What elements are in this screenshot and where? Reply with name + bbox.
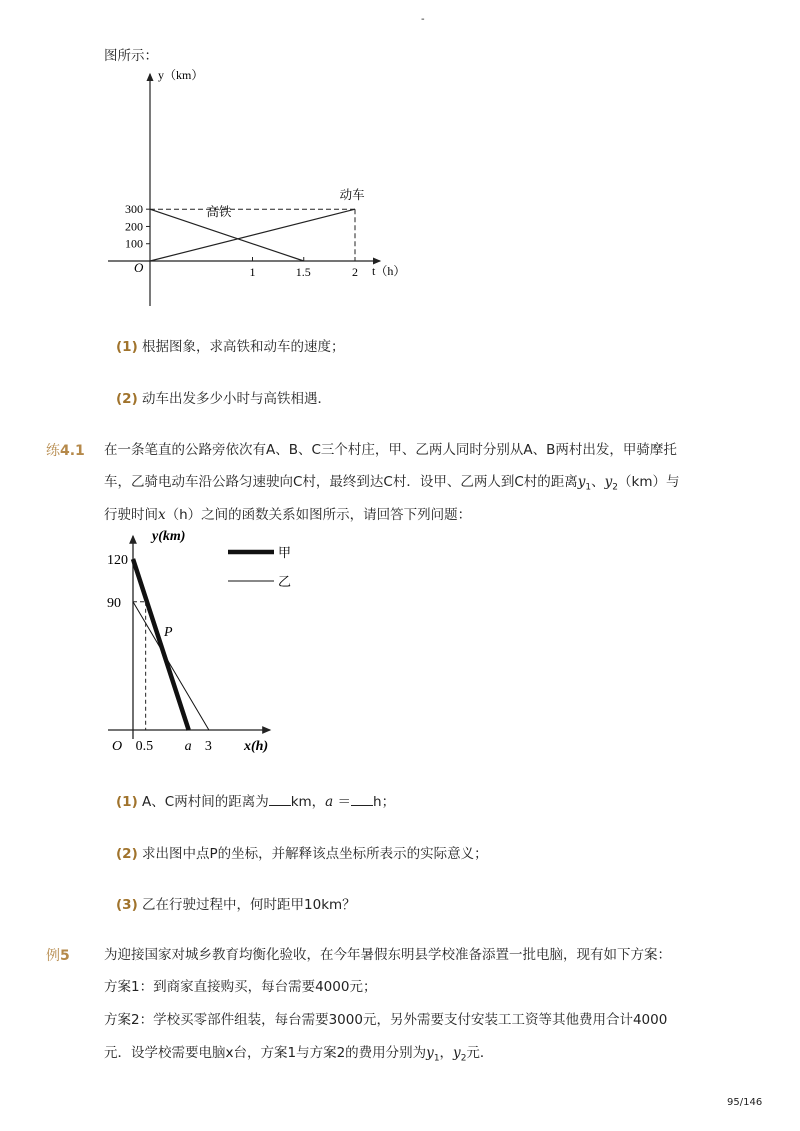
x-tick-label: 1 — [249, 265, 256, 279]
y-tick-label: 300 — [125, 202, 143, 217]
practice-question-2 — [116, 842, 488, 862]
x-tick-label: 2 — [352, 265, 358, 279]
practice-line-3 — [104, 505, 471, 525]
y-tick-label: 120 — [107, 553, 128, 568]
x-axis-label: t（h） — [372, 264, 406, 278]
question-number: (2) — [116, 391, 138, 407]
var-y2: y — [604, 474, 613, 490]
y-axis-label: y(km) — [152, 529, 186, 544]
practice-question-3 — [116, 893, 356, 913]
example5-line-4-end: 元． — [466, 1045, 494, 1061]
separator: 、 — [591, 474, 605, 490]
origin-label: O — [112, 739, 123, 754]
y-tick-label: 90 — [107, 595, 121, 611]
answer-blank-1[interactable] — [269, 791, 291, 806]
page-number: 95/146 — [727, 1097, 763, 1108]
question-number: (2) — [116, 846, 138, 862]
example5-line-4-text: 元．设学校需要电脑x台，方案1与方案2的费用分别为 — [104, 1045, 427, 1061]
example-question-2 — [116, 387, 331, 407]
question-text: 求出图中点P的坐标，并解释该点坐标所表示的实际意义； — [142, 846, 488, 862]
var-y1: y — [426, 1045, 434, 1061]
question-text: A、C两村间的距离为 — [142, 794, 269, 810]
practice-question-1 — [116, 790, 395, 810]
origin-label: O — [134, 260, 144, 275]
question-text-end: h； — [373, 794, 396, 810]
question-number: (1) — [116, 794, 138, 810]
var-y1-sub: 1 — [585, 482, 592, 493]
var-a: a — [325, 794, 334, 810]
var-y1: y — [577, 474, 586, 490]
question-text-equals: ＝ — [333, 794, 352, 810]
chart-village-distance-time — [100, 524, 420, 759]
x-tick-label: 1.5 — [295, 265, 311, 279]
practice-line-2-text: 车，乙骑电动车沿公路匀速驶向C村，最终到达C村．设甲、乙两人到C村的距离 — [104, 474, 578, 490]
var-y2-sub: 2 — [612, 482, 619, 493]
point-p-label: P — [164, 625, 173, 640]
practice-label — [46, 440, 85, 460]
practice-line-3-text: 行驶时间 — [104, 507, 158, 523]
question-text: 动车出发多少小时与高铁相遇． — [142, 391, 332, 407]
separator: ， — [439, 1045, 454, 1061]
x-tick-label: a — [184, 739, 192, 754]
example5-line-1: 为迎接国家对城乡教育均衡化验收，在今年暑假东明县学校准备添置一批电脑，现有如下方案： — [104, 947, 671, 963]
var-y2-sub: 2 — [460, 1053, 467, 1064]
chart-train-distance-time — [100, 64, 420, 314]
example5-label — [46, 945, 70, 965]
y-tick-label: 100 — [125, 236, 143, 251]
series-line-dongche — [150, 209, 355, 261]
example5-line-3: 方案2：学校买零部件组装，每台需要3000元，另外需要支付安装工工资等其他费用合计4000 — [104, 1012, 668, 1028]
intro-text: 图所示： — [104, 48, 158, 64]
var-y1-sub: 1 — [433, 1053, 440, 1064]
practice-line-3-end: （h）之间的函数关系如图所示，请回答下列问题： — [165, 507, 472, 523]
question-text-unit: km， — [290, 794, 326, 810]
example5-label-prefix: 例 — [46, 948, 60, 964]
series-label-gaotie: 高铁 — [206, 204, 232, 220]
var-x: x — [158, 507, 166, 523]
x-axis-label: x(h) — [244, 739, 269, 754]
example5-label-number: 5 — [60, 948, 70, 964]
practice-line-1: 在一条笔直的公路旁依次有A、B、C三个村庄，甲、乙两人同时分别从A、B两村出发，甲骑摩托 — [104, 442, 677, 458]
legend-label-jia: 甲 — [278, 546, 292, 561]
series-line-jia — [133, 559, 189, 730]
question-number: (3) — [116, 897, 138, 913]
legend-label-yi: 乙 — [278, 575, 292, 590]
y-axis-label: y（km） — [158, 68, 204, 82]
example5-line-2: 方案1：到商家直接购买，每台需要4000元； — [104, 979, 377, 995]
question-text: 根据图象，求高铁和动车的速度； — [142, 339, 345, 355]
top-mark: - — [421, 14, 425, 25]
y-tick-label: 200 — [125, 219, 143, 234]
question-number: (1) — [116, 339, 138, 355]
var-y2: y — [453, 1045, 461, 1061]
practice-line-2 — [104, 472, 680, 498]
x-tick-label: 0.5 — [135, 739, 154, 754]
example-question-1 — [116, 335, 345, 355]
x-tick-label: 3 — [204, 739, 212, 754]
series-label-dongche: 动车 — [339, 187, 365, 203]
practice-label-number: 4.1 — [60, 443, 85, 459]
practice-line-2-end: （km）与 — [618, 474, 680, 490]
answer-blank-2[interactable] — [351, 791, 373, 806]
practice-label-prefix: 练 — [46, 443, 60, 459]
series-line-yi — [133, 602, 209, 730]
example5-line-4 — [104, 1043, 493, 1069]
question-text: 乙在行驶过程中，何时距甲10km？ — [142, 897, 356, 913]
